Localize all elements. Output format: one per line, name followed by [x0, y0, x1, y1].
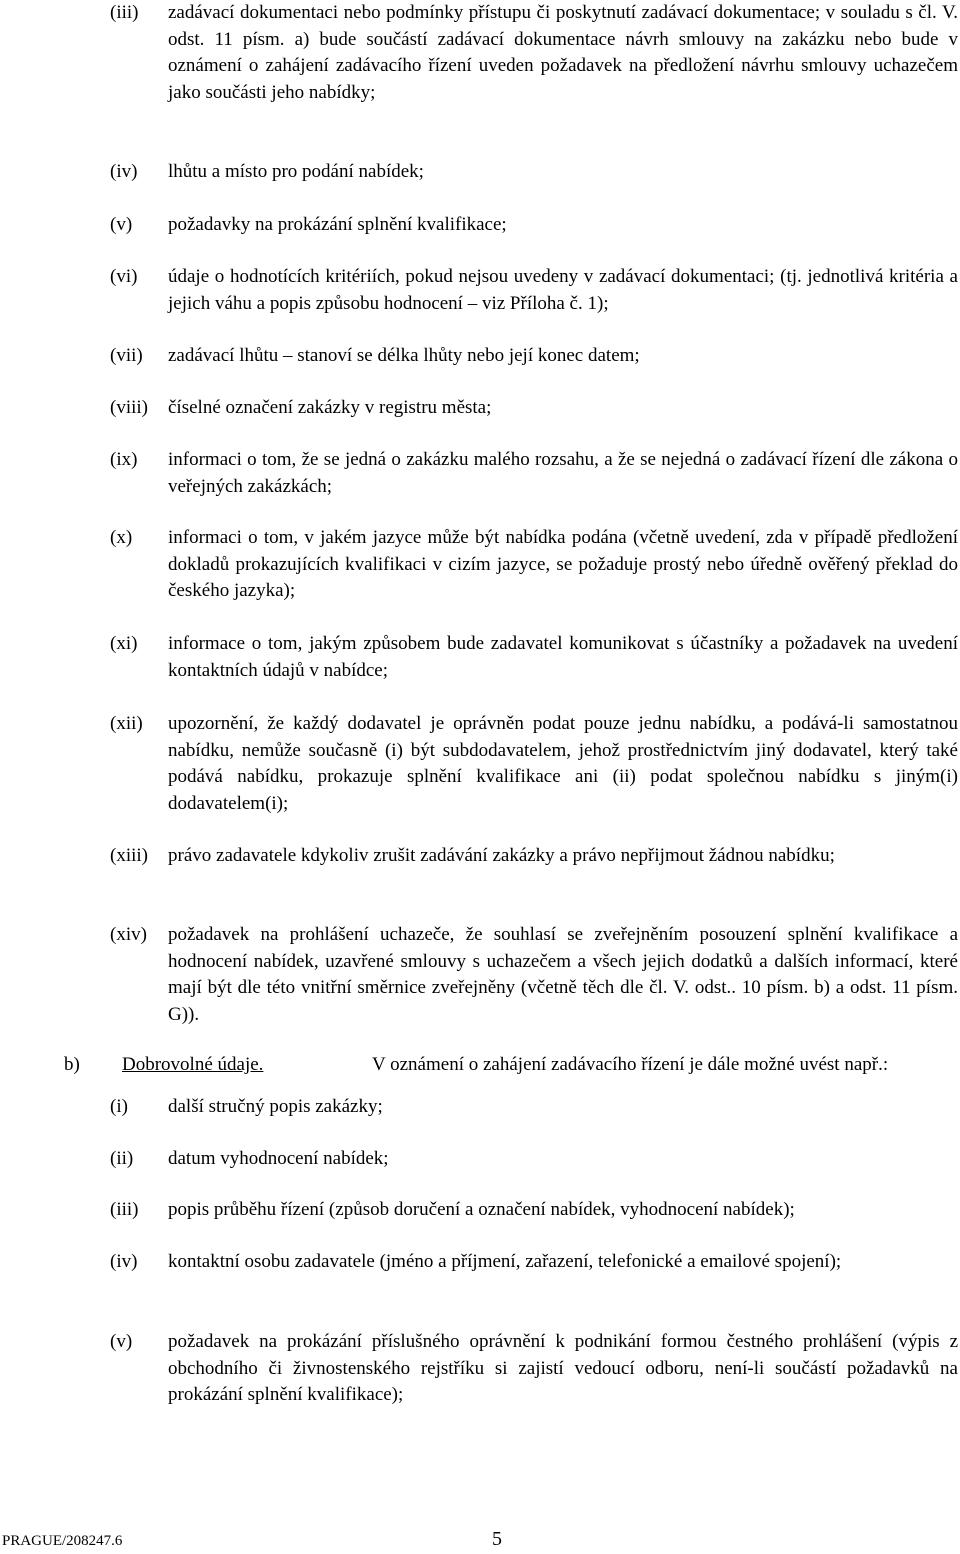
item-text: požadavek na prohlášení uchazeče, že souhlasí se zveřejněním posouzení splnění kvalifikace a hodnocení nabídek, uzavřené smlouvy s uchazečem a všech jejich dodatků a dalších informací, které mají být dle této vnitřní směrnice zveřejněny (včetně těch dle čl. V. odst.. 10 písm. b) a odst. 11 písm. G)). [168, 924, 958, 1025]
list-item-b-iii [110, 1197, 958, 1224]
item-number: (iii) [110, 1199, 139, 1220]
item-text: další stručný popis zakázky; [168, 1096, 383, 1117]
item-number: (ix) [110, 449, 138, 470]
list-item-a-iv [110, 159, 958, 186]
section-letter: b) [64, 1054, 80, 1075]
item-text: právo zadavatele kdykoliv zrušit zadávání zakázky a právo nepřijmout žádnou nabídku; [168, 845, 835, 866]
item-text: údaje o hodnotících kritériích, pokud nejsou uvedeny v zadávací dokumentaci; (tj. jednotlivá kritéria a jejich váhu a popis způsobu hodnocení – viz Příloha č. 1); [168, 266, 958, 314]
list-item-a-xiv [110, 922, 958, 1028]
section-title: Dobrovolné údaje. [122, 1054, 264, 1075]
list-item-b-ii [110, 1146, 958, 1173]
item-text: popis průběhu řízení (způsob doručení a označení nabídek, vyhodnocení nabídek); [168, 1199, 795, 1220]
footer-document-code: PRAGUE/208247.6 [2, 1533, 123, 1549]
item-text: zadávací lhůtu – stanoví se délka lhůty nebo její konec datem; [168, 345, 640, 366]
item-text: informaci o tom, v jakém jazyce může být nabídka podána (včetně uvedení, zda v případě předložení dokladů prokazujících kvalifikaci v cizím jazyce, se požaduje prostý nebo úředně ověřený překlad do českého jazyka); [168, 527, 958, 602]
section-intro: V oznámení o zahájení zadávacího řízení je dále možné uvést např.: [372, 1054, 889, 1075]
list-item-a-xii [110, 711, 958, 817]
item-number: (iii) [110, 2, 139, 23]
item-number: (iv) [110, 1251, 138, 1272]
item-number: (xi) [110, 633, 138, 654]
item-number: (i) [110, 1096, 128, 1117]
item-number: (x) [110, 527, 133, 548]
item-number: (v) [110, 214, 133, 235]
list-item-a-iii [110, 0, 958, 106]
item-text: informaci o tom, že se jedná o zakázku malého rozsahu, a že se nejedná o zadávací řízení dle zákona o veřejných zakázkách; [168, 449, 958, 497]
item-text: datum vyhodnocení nabídek; [168, 1148, 389, 1169]
item-text: zadávací dokumentaci nebo podmínky přístupu či poskytnutí zadávací dokumentace; v souladu s čl. V. odst. 11 písm. a) bude součástí zadávací dokumentace návrh smlouvy na zakázku nebo bude v oznámení o zahájení zadávacího řízení uveden požadavek na předložení návrhu smlouvy uchazečem jako součásti jeho nabídky; [168, 2, 958, 103]
item-number: (vi) [110, 266, 138, 287]
item-number: (ii) [110, 1148, 134, 1169]
list-item-a-ix [110, 447, 958, 500]
list-item-b-v [110, 1329, 958, 1409]
item-text: požadavky na prokázání splnění kvalifikace; [168, 214, 507, 235]
list-item-a-x [110, 525, 958, 605]
item-number: (v) [110, 1331, 133, 1352]
list-item-a-vii [110, 343, 958, 370]
item-number: (iv) [110, 161, 138, 182]
item-text: číselné označení zakázky v registru města; [168, 397, 492, 418]
item-number: (vii) [110, 345, 143, 366]
footer-page-number: 5 [492, 1528, 502, 1550]
item-number: (xiii) [110, 845, 148, 866]
item-text: požadavek na prokázání příslušného oprávnění k podnikání formou čestného prohlášení (výpis z obchodního či živnostenského rejstříku si zajistí vedoucí odboru, není-li součástí požadavků na prokázání splnění kvalifikace); [168, 1331, 958, 1406]
item-number: (xii) [110, 713, 143, 734]
item-text: lhůtu a místo pro podání nabídek; [168, 161, 424, 182]
item-number: (viii) [110, 397, 148, 418]
list-item-a-viii [110, 395, 958, 422]
item-text: upozornění, že každý dodavatel je oprávněn podat pouze jednu nabídku, a podává-li samostatnou nabídku, nemůže současně (i) být subdodavatelem, jehož prostřednictvím jiný dodavatel, který také podává nabídku, prokazuje splnění kvalifikace ani (ii) podat společnou nabídku s jiným(i) dodavatelem(i); [168, 713, 958, 814]
list-item-a-vi [110, 264, 958, 317]
list-item-a-v [110, 212, 958, 239]
item-text: informace o tom, jakým způsobem bude zadavatel komunikovat s účastníky a požadavek na uvedení kontaktních údajů v nabídce; [168, 633, 958, 681]
list-item-a-xi [110, 631, 958, 684]
item-number: (xiv) [110, 924, 147, 945]
list-item-b-iv [110, 1249, 958, 1276]
list-item-b-i [110, 1094, 958, 1121]
item-text: kontaktní osobu zadavatele (jméno a příjmení, zařazení, telefonické a emailové spojení); [168, 1251, 842, 1272]
list-item-a-xiii [110, 843, 958, 870]
